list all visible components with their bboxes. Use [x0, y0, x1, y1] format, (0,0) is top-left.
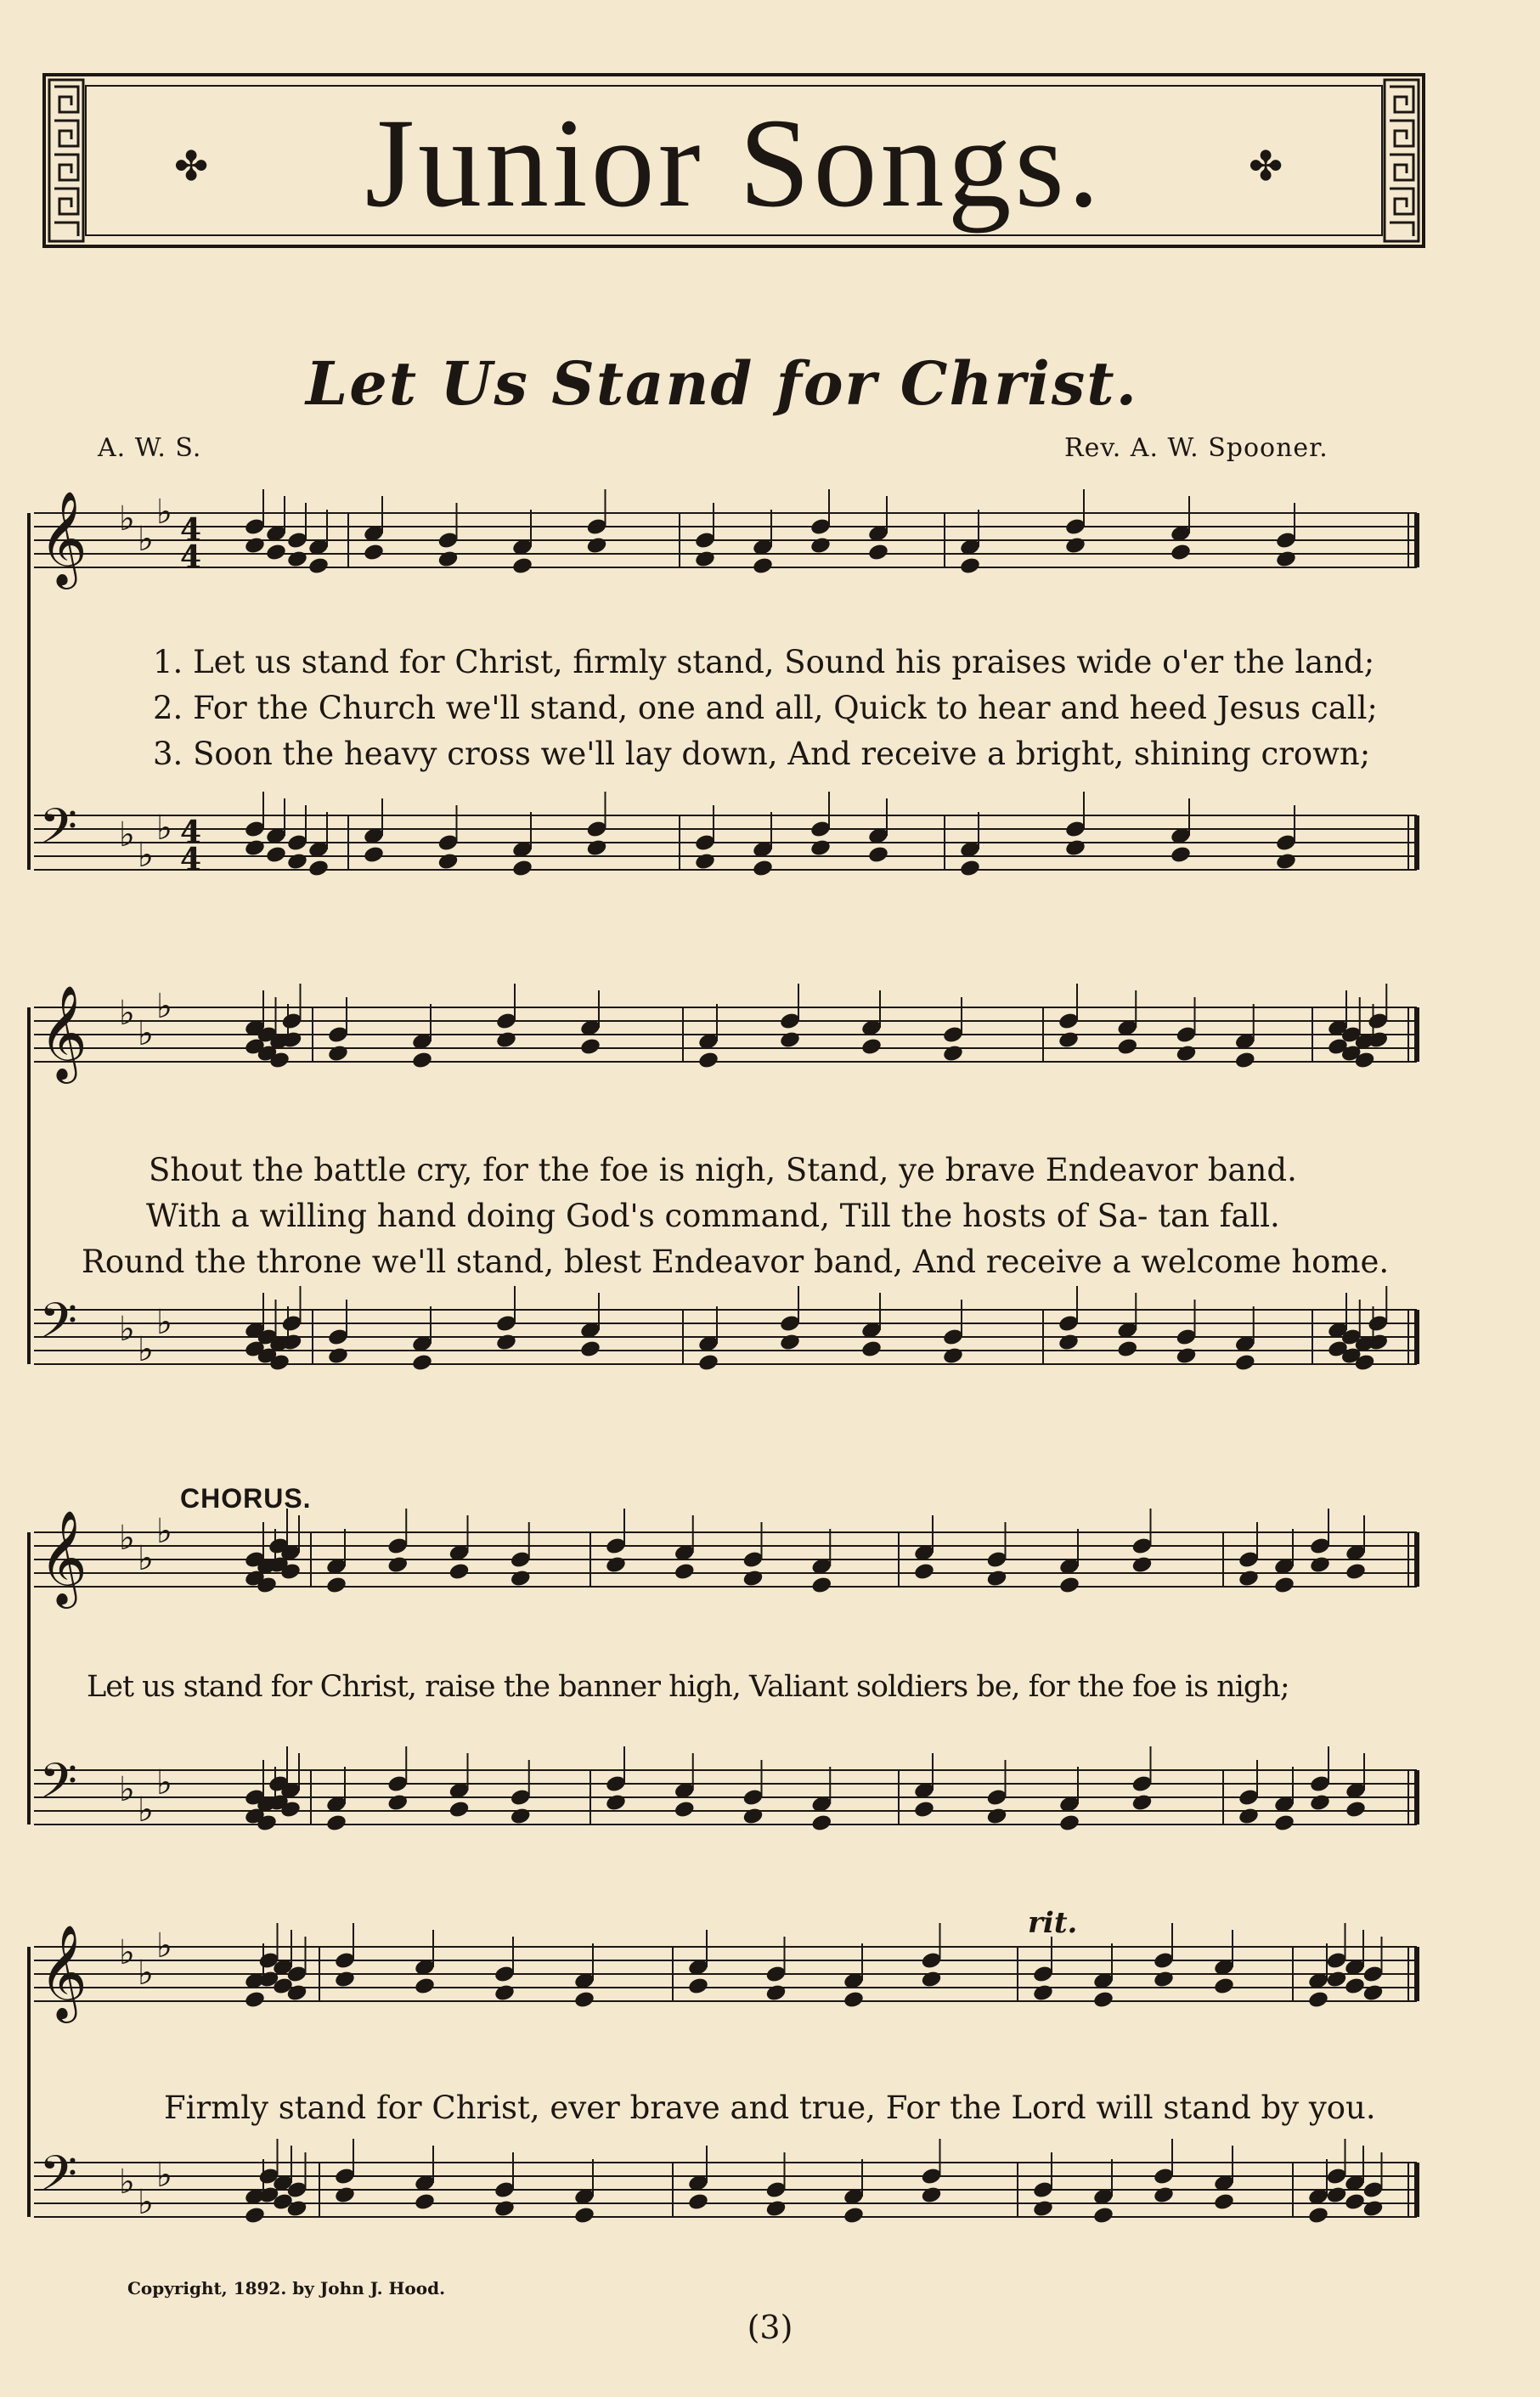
flat-icon: ♭ — [138, 1014, 154, 1053]
note-head — [411, 1051, 433, 1070]
note-head — [1345, 1800, 1367, 1819]
note-head — [585, 536, 607, 556]
note-head — [1058, 1333, 1080, 1352]
flat-icon: ♭ — [156, 2156, 172, 2195]
note-head — [764, 2199, 787, 2219]
note-head — [1092, 2206, 1114, 2225]
time-signature-top: 4 — [180, 512, 202, 548]
flat-icon: ♭ — [119, 1519, 135, 1558]
note-head — [867, 845, 889, 865]
note-head — [1131, 1555, 1153, 1575]
copyright-notice: Copyright, 1892. by John J. Hood. — [127, 2278, 446, 2298]
note-head — [843, 1990, 865, 2010]
note-head — [1213, 2192, 1235, 2212]
note-head — [363, 845, 385, 865]
note-head — [1362, 1983, 1384, 2003]
note-head — [1325, 1970, 1347, 1989]
note-head — [386, 1555, 409, 1575]
chorus-line-1: Let us stand for Christ, raise the banner high, Valiant soldiers be, for the foe is nigh; — [87, 1670, 1289, 1704]
note-head — [286, 550, 308, 569]
flat-icon: ♭ — [138, 1954, 154, 1993]
note-head — [867, 543, 889, 562]
note-head — [942, 1044, 964, 1063]
note-head — [860, 1340, 883, 1359]
note-head — [920, 2186, 942, 2205]
note-head — [1131, 1793, 1153, 1813]
treble-clef-icon: 𝄞 — [39, 984, 87, 1080]
flat-icon: ♭ — [119, 2163, 135, 2202]
note-head — [1275, 852, 1297, 871]
note-head — [327, 1044, 349, 1063]
note-head — [1309, 1793, 1331, 1813]
note-head — [920, 1970, 942, 1989]
note-head — [414, 1977, 436, 1996]
note-head — [1153, 1970, 1175, 1989]
note-head — [510, 1569, 532, 1588]
note-head — [1064, 838, 1086, 858]
note-head — [779, 1030, 801, 1050]
note-head — [495, 1030, 517, 1050]
verse-3-line-1: 3. Soon the heavy cross we'll lay down, And receive a bright, shining crown; — [153, 736, 1371, 772]
chorus-label: CHORUS. — [180, 1483, 312, 1514]
flat-icon: ♭ — [156, 987, 172, 1026]
note-head — [579, 1340, 601, 1359]
chorus-line-2: Firmly stand for Christ, ever brave and true, For the Lord will stand by you. — [164, 2090, 1376, 2126]
flat-icon: ♭ — [138, 2183, 154, 2222]
note-head — [1058, 1813, 1080, 1833]
composer-credit: Rev. A. W. Spooner. — [1064, 433, 1328, 463]
note-head — [1238, 1807, 1260, 1826]
flat-icon: ♭ — [156, 1926, 172, 1966]
note-head — [494, 2199, 516, 2219]
note-head — [694, 852, 716, 871]
flat-icon: ♭ — [138, 1539, 154, 1578]
note-head — [1170, 845, 1192, 865]
note-head — [1064, 536, 1086, 556]
note-head — [1273, 1813, 1295, 1833]
note-head — [1170, 543, 1192, 562]
ornament-left-icon: ✤ — [174, 143, 209, 190]
note-head — [244, 1990, 266, 2010]
flat-icon: ♭ — [138, 1791, 154, 1830]
note-head — [1116, 1340, 1138, 1359]
note-head — [687, 2192, 709, 2212]
time-signature-bottom: 4 — [180, 539, 202, 575]
ornament-right-icon: ✤ — [1249, 143, 1283, 190]
verse-1-line-1: 1. Let us stand for Christ, firmly stand, Sound his praises wide o'er the land; — [153, 644, 1375, 680]
note-head — [448, 1800, 470, 1819]
flat-icon: ♭ — [138, 1330, 154, 1369]
note-head — [687, 1977, 709, 1996]
flat-icon: ♭ — [119, 1933, 135, 1972]
note-head — [334, 1970, 356, 1989]
note-head — [325, 1576, 347, 1595]
note-head — [585, 838, 607, 858]
lyricist-credit: A. W. S. — [98, 433, 202, 463]
note-head — [674, 1562, 696, 1582]
verse-2-line-1: 2. For the Church we'll stand, one and all, Quick to hear and heed Jesus call; — [153, 690, 1378, 726]
note-head — [779, 1333, 801, 1352]
flat-icon: ♭ — [156, 1303, 172, 1342]
note-head — [1273, 1576, 1295, 1595]
note-head — [605, 1555, 627, 1575]
note-head — [985, 1807, 1007, 1826]
note-head — [843, 2206, 865, 2225]
page-number: (3) — [747, 2309, 793, 2346]
hymn-title: Let Us Stand for Christ. — [306, 348, 1138, 419]
note-head — [511, 859, 533, 878]
note-head — [448, 1562, 470, 1582]
note-head — [510, 1807, 532, 1826]
note-head — [437, 550, 459, 569]
note-head — [752, 859, 774, 878]
note-head — [327, 1346, 349, 1366]
note-head — [1058, 1030, 1080, 1050]
note-head — [307, 859, 330, 878]
note-head — [913, 1800, 935, 1819]
note-head — [1325, 2186, 1347, 2205]
flat-icon: ♭ — [156, 809, 172, 848]
note-head — [810, 1813, 832, 1833]
note-head — [1309, 1555, 1331, 1575]
note-head — [985, 1569, 1007, 1588]
flat-icon: ♭ — [156, 1512, 172, 1551]
note-head — [325, 1813, 347, 1833]
flat-icon: ♭ — [138, 836, 154, 875]
note-head — [959, 859, 981, 878]
note-head — [1213, 1977, 1235, 1996]
note-head — [764, 1983, 787, 2003]
note-head — [742, 1807, 764, 1826]
note-head — [579, 1037, 601, 1057]
note-head — [1367, 1030, 1389, 1050]
note-head — [1116, 1037, 1138, 1057]
note-head — [363, 543, 385, 562]
note-head — [1344, 1977, 1366, 1996]
note-head — [244, 536, 266, 556]
treble-clef-icon: 𝄞 — [39, 1509, 87, 1605]
note-head — [1307, 2206, 1329, 2225]
verse-2-line-2: With a willing hand doing God's command, Till the hosts of Sa- tan fall. — [146, 1198, 1280, 1234]
flat-icon: ♭ — [119, 1310, 135, 1349]
note-head — [860, 1037, 883, 1057]
note-head — [244, 2206, 266, 2225]
treble-clef-icon: 𝄞 — [39, 490, 87, 585]
note-head — [1032, 1983, 1054, 2003]
time-signature-bottom: 4 — [180, 842, 202, 877]
note-head — [307, 556, 330, 576]
note-head — [1153, 2186, 1175, 2205]
note-head — [1367, 1333, 1389, 1352]
note-head — [605, 1793, 627, 1813]
note-head — [697, 1353, 719, 1373]
verse-1-line-2: Shout the battle cry, for the foe is nigh, Stand, ye brave Endeavor band. — [149, 1152, 1297, 1188]
flat-icon: ♭ — [119, 815, 135, 854]
note-head — [511, 556, 533, 576]
note-head — [1307, 1990, 1329, 2010]
flat-icon: ♭ — [156, 1763, 172, 1802]
flat-icon: ♭ — [119, 994, 135, 1033]
note-head — [942, 1346, 964, 1366]
bass-clef-icon: 𝄢 — [39, 1752, 78, 1822]
note-head — [742, 1569, 764, 1588]
note-head — [694, 550, 716, 569]
flat-icon: ♭ — [156, 493, 172, 532]
bass-clef-icon: 𝄢 — [39, 2145, 78, 2214]
note-head — [1275, 550, 1297, 569]
flat-icon: ♭ — [119, 1770, 135, 1809]
note-head — [1234, 1353, 1256, 1373]
note-head — [437, 852, 459, 871]
note-head — [1092, 1990, 1114, 2010]
note-head — [1344, 2192, 1366, 2212]
note-head — [386, 1793, 409, 1813]
note-head — [1362, 2199, 1384, 2219]
note-head — [1058, 1576, 1080, 1595]
note-head — [495, 1333, 517, 1352]
note-head — [494, 1983, 516, 2003]
note-head — [411, 1353, 433, 1373]
note-head — [809, 536, 832, 556]
note-head — [752, 556, 774, 576]
note-head — [674, 1800, 696, 1819]
note-head — [265, 845, 287, 865]
note-head — [1345, 1562, 1367, 1582]
note-head — [1032, 2199, 1054, 2219]
bass-clef-icon: 𝄢 — [39, 798, 78, 867]
note-head — [1175, 1346, 1197, 1366]
note-head — [244, 838, 266, 858]
note-head — [1238, 1569, 1260, 1588]
flat-icon: ♭ — [138, 520, 154, 559]
note-head — [573, 2206, 595, 2225]
note-head — [334, 2186, 356, 2205]
note-head — [1234, 1051, 1256, 1070]
note-head — [1175, 1044, 1197, 1063]
note-head — [286, 852, 308, 871]
note-head — [959, 556, 981, 576]
verse-3-line-2: Round the throne we'll stand, blest Endeavor band, And receive a welcome home. — [82, 1244, 1390, 1280]
time-signature-top: 4 — [180, 815, 202, 850]
treble-clef-icon: 𝄞 — [39, 1924, 87, 2019]
flat-icon: ♭ — [119, 499, 135, 539]
note-head — [809, 838, 832, 858]
note-head — [913, 1562, 935, 1582]
note-head — [573, 1990, 595, 2010]
tempo-mark: rit. — [1028, 1906, 1078, 1940]
note-head — [697, 1051, 719, 1070]
page-title: Junior Songs. — [364, 93, 1103, 234]
note-head — [810, 1576, 832, 1595]
note-head — [414, 2192, 436, 2212]
note-head — [265, 543, 287, 562]
bass-clef-icon: 𝄢 — [39, 1292, 78, 1362]
